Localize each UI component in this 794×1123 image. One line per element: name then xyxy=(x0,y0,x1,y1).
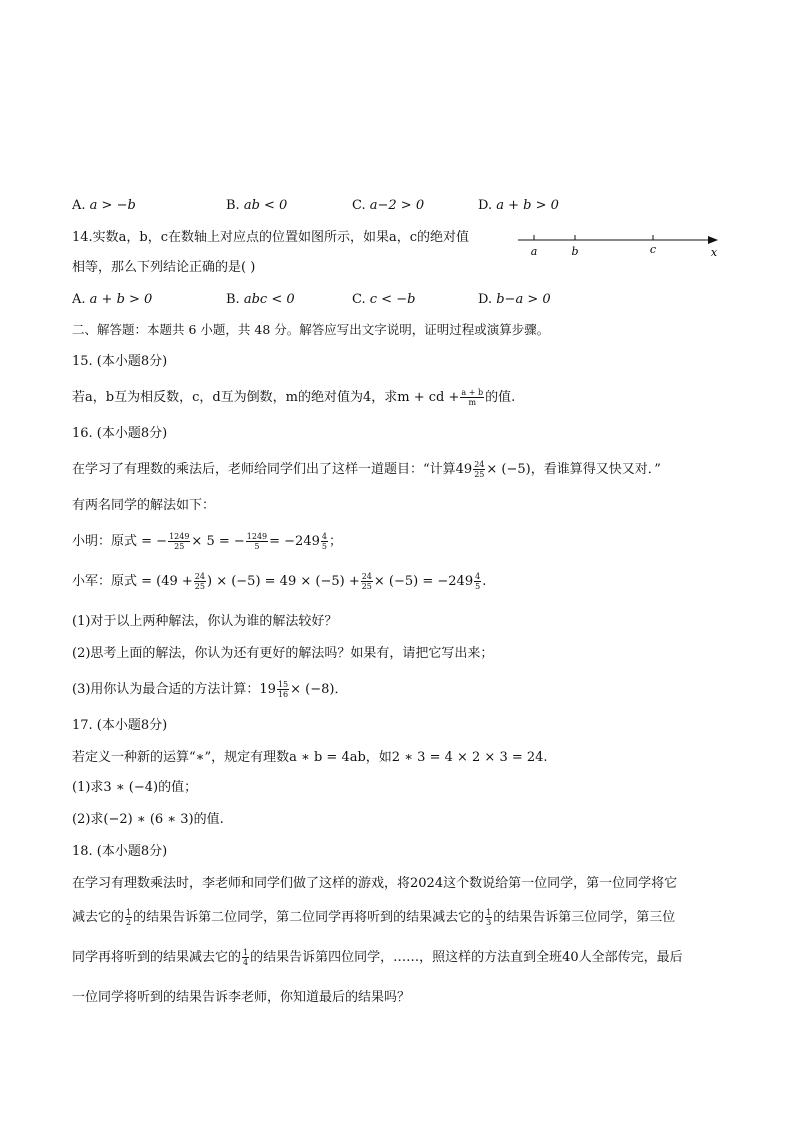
q17-header: 17. (本小题8分) xyxy=(72,718,168,733)
q15-stem: 若a，b互为相反数，c，d互为倒数，m的绝对值为4，求m + cd + $\frac{a + b}{m}$ 的值. xyxy=(72,388,516,407)
q18-line1: 在学习有理数乘法时，李老师和同学们做了这样的游戏，将2024这个数说给第一位同学，第一位同学将它 xyxy=(72,876,678,891)
q16-header: 16. (本小题8分) xyxy=(72,426,168,441)
q15-fraction: $\frac{a + b}{m}$ xyxy=(461,388,484,407)
q13-option-c: C. a−2 > 0 xyxy=(352,198,425,213)
q16-xiaojun: 小军：原式 = (49 + $\frac{24}{25}$ ) × (−5) = 49 × (−5) + $\frac{24}{25}$ × (−5) = −249 $\frac{4}{5}$ . xyxy=(72,572,487,591)
q14-option-b: B. abc < 0 xyxy=(226,292,295,307)
q18-line4: 一位同学将听到的结果告诉李老师，你知道最后的结果吗？ xyxy=(72,990,411,1005)
q14-option-a: A. a + b > 0 xyxy=(72,292,153,307)
q18-header: 18. (本小题8分) xyxy=(72,844,168,859)
label-a: a xyxy=(530,245,538,258)
q13-option-b: B. ab < 0 xyxy=(226,198,288,213)
q17-part1: (1)求3 ∗ (−4)的值； xyxy=(72,780,198,795)
q16-intro-fraction: $\frac{24}{25}$ xyxy=(474,460,485,479)
q16-intro: 在学习了有理数的乘法后，老师给同学们出了这样一道题目：“计算49 $\frac{24}{25}$ × (−5)，看谁算得又快又对．” xyxy=(72,460,661,479)
q18-line3: 同学再将听到的结果减去它的 $\frac{1}{4}$ 的结果告诉第四位同学，……，照这样的方法直到全班40人全部传完，最后 xyxy=(72,948,683,967)
q16-part3: (3)用你认为最合适的方法计算：19 $\frac{15}{16}$ × (−8)． xyxy=(72,680,348,699)
q14-option-c: C. c < −b xyxy=(352,292,416,307)
section-heading: 二、解答题：本题共 6 小题，共 48 分。解答应写出文字说明，证明过程或演算步骤。 xyxy=(72,322,550,337)
q18-line2: 减去它的 $\frac{1}{2}$ 的结果告诉第二位同学，第二位同学再将听到的结果减去它的 $\frac{1}{3}$ 的结果告诉第三位同学，第三位 xyxy=(72,908,676,927)
q13-option-d: D. a + b > 0 xyxy=(478,198,559,213)
q14-stem-line2: 相等，那么下列结论正确的是( ) xyxy=(72,260,256,275)
q16-xiaoming: 小明：原式 = − $\frac{1249}{25}$ × 5 = − $\frac{1249}{5}$ = −249 $\frac{4}{5}$ ； xyxy=(72,532,342,551)
number-line-arrow xyxy=(708,236,718,244)
q14-stem-line1: 14.实数a，b，c在数轴上对应点的位置如图所示，如果a，c的绝对值 xyxy=(72,230,470,245)
q13-options xyxy=(72,196,712,216)
q16-part1: (1)对于以上两种解法，你认为谁的解法较好？ xyxy=(72,614,338,629)
number-line-diagram xyxy=(514,228,724,262)
label-c: c xyxy=(649,243,657,256)
q15-header: 15. (本小题8分) xyxy=(72,354,168,369)
q16-part2: (2)思考上面的解法，你认为还有更好的解法吗？如果有，请把它写出来； xyxy=(72,646,494,661)
q16-line2: 有两名同学的解法如下： xyxy=(72,498,216,513)
q17-part2: (2)求(−2) ∗ (6 ∗ 3)的值. xyxy=(72,812,224,827)
q17-stem: 若定义一种新的运算“∗”，规定有理数a ∗ b = 4ab，如2 ∗ 3 = 4 × 2 × 3 = 24. xyxy=(72,750,548,765)
label-x: x xyxy=(710,246,718,259)
label-b: b xyxy=(571,245,579,258)
q14-options xyxy=(72,290,712,310)
q13-option-a: A. a > −b xyxy=(72,198,136,213)
q14-option-d: D. b−a > 0 xyxy=(478,292,551,307)
